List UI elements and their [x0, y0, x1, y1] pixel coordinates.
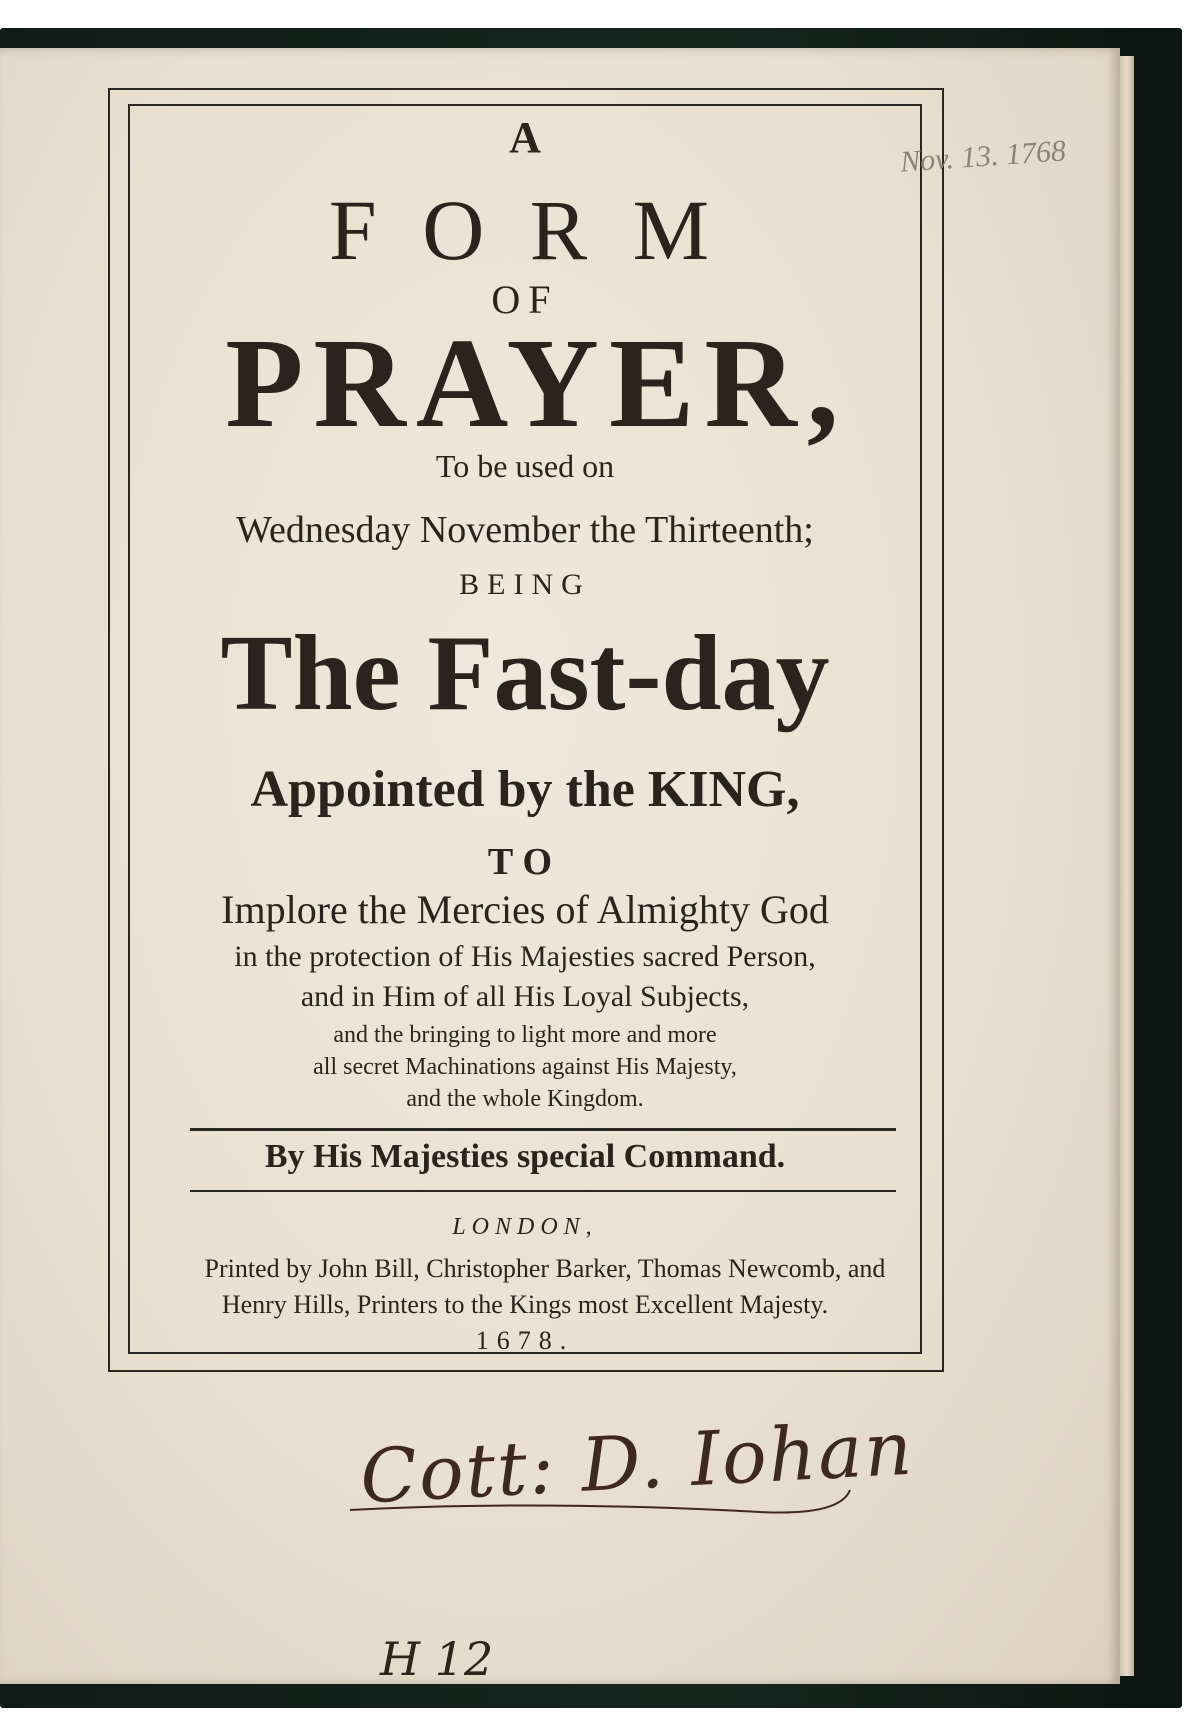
- ownership-signature: Cott: D. Iohan: [358, 1405, 916, 1521]
- title-loyal: and in Him of all His Loyal Subjects,: [300, 980, 750, 1013]
- title-implore: Implore the Mercies of Almighty God: [221, 887, 829, 932]
- title-being: BEING: [459, 568, 591, 601]
- command-rule-bottom: [190, 1190, 896, 1192]
- title-a: A: [509, 113, 541, 162]
- title-appointed: Appointed by the KING,: [250, 761, 800, 818]
- title-machinations: all secret Machinations against His Majesty,: [313, 1054, 737, 1080]
- title-to-be-used: To be used on: [435, 448, 615, 484]
- title-kingdom: and the whole Kingdom.: [406, 1086, 644, 1112]
- title-to: TO: [487, 841, 563, 883]
- imprint-year: 1678.: [475, 1326, 575, 1355]
- title-date-line: Wednesday November the Thirteenth;: [236, 509, 814, 551]
- title-fast-day: The Fast-day: [220, 614, 830, 733]
- command-rule-top: [190, 1128, 896, 1131]
- page-edge: [1120, 56, 1134, 1676]
- shelfmark: H 12: [380, 1632, 494, 1686]
- title-form: F O R M: [328, 182, 722, 278]
- royal-command: By His Majesties special Command.: [264, 1138, 786, 1175]
- title-of: OF: [491, 277, 559, 322]
- title-prayer: PRAYER,: [225, 312, 849, 454]
- catalog-date-note: Nov. 13. 1768: [899, 134, 1068, 179]
- title-protection: in the protection of His Majesties sacred Person,: [234, 940, 816, 973]
- imprint-city: LONDON,: [452, 1214, 598, 1240]
- imprint-printers-2: Henry Hills, Printers to the Kings most Excellent Majesty.: [221, 1290, 829, 1319]
- title-bringing: and the bringing to light more and more: [333, 1022, 717, 1048]
- signature-flourish: [340, 1470, 860, 1530]
- imprint-printers-1: Printed by John Bill, Christopher Barker, Thomas Newcomb, and: [204, 1254, 886, 1283]
